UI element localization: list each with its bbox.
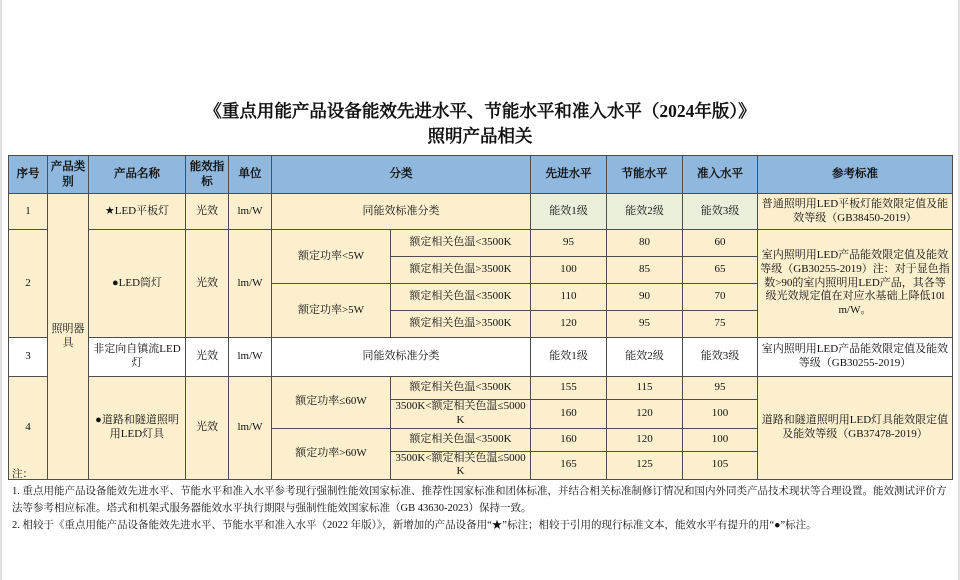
cell-seq-4: 4 — [9, 377, 48, 480]
title-line2: 照明产品相关 — [427, 126, 533, 146]
cell-advanced: 120 — [531, 311, 607, 338]
cell-power-4b: 额定功率>60W — [272, 428, 391, 480]
cell-reference-3: 室内照明用LED产品能效限定值及能效等级（GB30255-2019） — [758, 338, 953, 377]
cell-saving: 90 — [607, 284, 683, 311]
cell-cct: 3500K<额定相关色温≤5000K — [391, 400, 531, 429]
cell-reference-4: 道路和隧道照明用LED灯具能效限定值及能效等级（GB37478-2019） — [758, 377, 953, 480]
cell-reference-2: 室内照明用LED产品能效限定值及能效等级（GB30255-2019）注：对于显色指数>90的室内照明用LED产品，其各等级光效规定值在对应水基础上降低10lm/W。 — [758, 230, 953, 338]
cell-cct: 额定相关色温<3500K — [391, 284, 531, 311]
cell-power-2a: 额定功率<5W — [272, 230, 391, 284]
cell-advanced: 110 — [531, 284, 607, 311]
table-row — [9, 377, 953, 400]
cell-advanced: 100 — [531, 257, 607, 284]
cell-cct: 额定相关色温>3500K — [391, 257, 531, 284]
cell-cct: 额定相关色温<3500K — [391, 428, 531, 451]
cell-entry: 65 — [683, 257, 758, 284]
cell-product-name-3: 非定向自镇流LED灯 — [89, 338, 186, 377]
cell-entry: 100 — [683, 400, 758, 429]
header-seq: 序号 — [9, 156, 48, 194]
notes-label: 注： — [12, 469, 33, 480]
cell-advanced: 95 — [531, 230, 607, 257]
cell-seq-2: 2 — [9, 230, 48, 338]
cell-power-4a: 额定功率≤60W — [272, 377, 391, 429]
cell-entry: 95 — [683, 377, 758, 400]
cell-cct: 额定相关色温>3500K — [391, 311, 531, 338]
title-line1: 《重点用能产品设备能效先进水平、节能水平和准入水平（2024年版）》 — [204, 101, 756, 121]
cell-metric-1: 光效 — [186, 194, 229, 230]
cell-product-name-1: ★LED平板灯 — [89, 194, 186, 230]
cell-entry-3: 能效3级 — [683, 338, 758, 377]
cell-saving: 120 — [607, 400, 683, 429]
cell-power-2b: 额定功率>5W — [272, 284, 391, 338]
cell-classification-1: 同能效标准分类 — [272, 194, 531, 230]
cell-category: 照明器具 — [48, 194, 89, 480]
note-item-1: 1. 重点用能产品设备能效先进水平、节能水平和准入水平参考现行强制性能效国家标准、推荐性国家标准和团体标准，并结合相关标准制修订情况和国内外同类产品技术现状等合理设置。能效测试评价方法等参考相应标准。塔式和机架式服务器能效水平执行期限与强制性能效国家标准（GB 43630-2023）保持一致。 — [12, 486, 947, 514]
cell-entry-1: 能效3级 — [683, 194, 758, 230]
cell-advanced: 165 — [531, 451, 607, 480]
cell-cct: 额定相关色温<3500K — [391, 230, 531, 257]
cell-advanced-3: 能效1级 — [531, 338, 607, 377]
cell-unit-2: lm/W — [229, 230, 272, 338]
cell-seq-3: 3 — [9, 338, 48, 377]
cell-reference-1: 普通照明用LED平板灯能效限定值及能效等级（GB38450-2019） — [758, 194, 953, 230]
cell-metric-4: 光效 — [186, 377, 229, 480]
cell-advanced: 160 — [531, 428, 607, 451]
cell-entry: 105 — [683, 451, 758, 480]
footnotes — [12, 466, 954, 534]
cell-metric-2: 光效 — [186, 230, 229, 338]
header-reference: 参考标准 — [758, 156, 953, 194]
cell-cct: 额定相关色温<3500K — [391, 377, 531, 400]
table-row — [9, 194, 953, 230]
cell-saving: 80 — [607, 230, 683, 257]
cell-saving-3: 能效2级 — [607, 338, 683, 377]
note-item-2: 2. 相较于《重点用能产品设备能效先进水平、节能水平和准入水平（2022 年版）》，新增加的产品设备用“★”标注；相较于引用的现行标准文本，能效水平有提升的用“●”标注。 — [12, 520, 817, 531]
header-metric: 能效指标 — [186, 156, 229, 194]
cell-unit-1: lm/W — [229, 194, 272, 230]
energy-efficiency-table — [8, 155, 953, 480]
cell-classification-3: 同能效标准分类 — [272, 338, 531, 377]
cell-advanced: 160 — [531, 400, 607, 429]
cell-seq-1: 1 — [9, 194, 48, 230]
header-entry: 准入水平 — [683, 156, 758, 194]
cell-cct: 3500K<额定相关色温≤5000K — [391, 451, 531, 480]
header-unit: 单位 — [229, 156, 272, 194]
header-product-name: 产品名称 — [89, 156, 186, 194]
cell-unit-4: lm/W — [229, 377, 272, 480]
cell-saving: 125 — [607, 451, 683, 480]
table-row — [9, 230, 953, 257]
cell-entry: 60 — [683, 230, 758, 257]
header-advanced: 先进水平 — [531, 156, 607, 194]
cell-saving: 85 — [607, 257, 683, 284]
header-classification: 分类 — [272, 156, 531, 194]
cell-entry: 100 — [683, 428, 758, 451]
cell-entry: 70 — [683, 284, 758, 311]
cell-advanced: 155 — [531, 377, 607, 400]
table-row — [9, 338, 953, 377]
cell-saving-1: 能效2级 — [607, 194, 683, 230]
table-header-row — [9, 156, 953, 194]
cell-entry: 75 — [683, 311, 758, 338]
document-title — [2, 99, 958, 149]
cell-saving: 95 — [607, 311, 683, 338]
cell-product-name-4: ●道路和隧道照明用LED灯具 — [89, 377, 186, 480]
cell-unit-3: lm/W — [229, 338, 272, 377]
cell-saving: 115 — [607, 377, 683, 400]
header-saving: 节能水平 — [607, 156, 683, 194]
cell-metric-3: 光效 — [186, 338, 229, 377]
cell-advanced-1: 能效1级 — [531, 194, 607, 230]
cell-product-name-2: ●LED筒灯 — [89, 230, 186, 338]
cell-saving: 120 — [607, 428, 683, 451]
header-category: 产品类别 — [48, 156, 89, 194]
